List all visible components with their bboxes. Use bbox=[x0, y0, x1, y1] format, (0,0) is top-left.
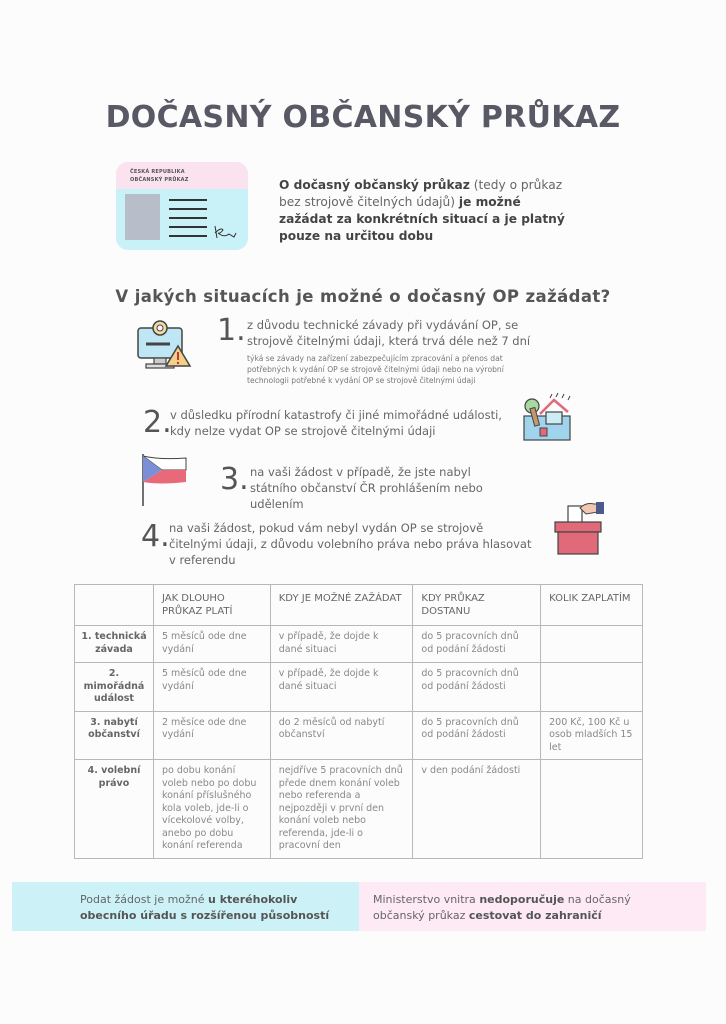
table-cell: do 2 měsíců od nabytí občanství bbox=[270, 711, 413, 760]
footer-left-text: Podat žádost je možné bbox=[80, 893, 209, 906]
footer-right-bold: nedoporučuje bbox=[479, 893, 565, 906]
table-header: JAK DLOUHO PRŮKAZ PLATÍ bbox=[153, 585, 270, 626]
footer-right-text: Ministerstvo vnitra bbox=[373, 893, 480, 906]
footer-right-bold: cestovat do zahraničí bbox=[468, 909, 602, 922]
table-cell: nejdříve 5 pracovních dnů přede dnem konání voleb nebo referenda a nejpozději v první den konání voleb nebo referenda, jde-li o pracovní den bbox=[270, 760, 413, 859]
intro-normal: (tedy o průkaz bez strojově čitelných údajů) bbox=[279, 178, 563, 209]
intro-bold-1: O dočasný občanský průkaz bbox=[279, 178, 470, 192]
intro-bold-2: je možné zažádat za konkrétních situací a je platný pouze na určitou dobu bbox=[279, 195, 565, 243]
computer-repair-warning-icon bbox=[134, 316, 194, 372]
info-table bbox=[74, 584, 643, 859]
table-cell: 3. nabytí občanství bbox=[75, 711, 154, 760]
footer-travel-warning bbox=[359, 882, 706, 931]
table-cell: po dobu konání voleb nebo po dobu konání příslušného kola voleb, jde-li o vícekolové volby, anebo po dobu konání referenda bbox=[153, 760, 270, 859]
table-cell: do 5 pracovních dnů od podání žádosti bbox=[413, 626, 541, 663]
situation-number: 2. bbox=[143, 405, 172, 440]
table-cell: 5 měsíců ode dne vydání bbox=[153, 626, 270, 663]
czech-flag-icon bbox=[140, 452, 192, 508]
table-cell: 200 Kč, 100 Kč u osob mladších 15 let bbox=[541, 711, 643, 760]
ballot-box-icon bbox=[552, 500, 610, 556]
footer-left-bold: u kteréhokoliv obecního úřadu s rozšířenou působností bbox=[80, 893, 330, 922]
situation-text: z důvodu technické závady při vydávání OP, se strojově čitelnými údaji, která trvá déle než 7 dní bbox=[247, 318, 531, 348]
page-title: DOČASNÝ OBČANSKÝ PRŮKAZ bbox=[105, 100, 621, 135]
situation-text: na vaši žádost, pokud vám nebyl vydán OP se strojově čitelnými údaji, z důvodu volebního práva nebo práva hlasovat v referendu bbox=[169, 521, 532, 567]
table-header bbox=[75, 585, 154, 626]
table-cell: v případě, že dojde k dané situaci bbox=[270, 626, 413, 663]
id-card-header bbox=[116, 162, 248, 189]
id-card-line bbox=[169, 199, 207, 201]
table-cell: do 5 pracovních dnů od podání žádosti bbox=[413, 663, 541, 712]
id-card-line bbox=[169, 226, 207, 228]
id-card-line bbox=[169, 235, 207, 237]
id-card-illustration bbox=[116, 162, 248, 250]
table-cell bbox=[541, 760, 643, 859]
table-header-row bbox=[75, 585, 643, 626]
footer-where-to-apply bbox=[12, 882, 359, 931]
table-cell: 1. technická závada bbox=[75, 626, 154, 663]
table-row bbox=[75, 760, 643, 859]
table-header: KDY PRŮKAZ DOSTANU bbox=[413, 585, 541, 626]
table-cell bbox=[541, 626, 643, 663]
id-card-line bbox=[169, 217, 207, 219]
table-cell: 2 měsíce ode dne vydání bbox=[153, 711, 270, 760]
situation-number: 3. bbox=[220, 462, 249, 497]
id-card-line1: ČESKÁ REPUBLIKA bbox=[130, 169, 185, 175]
flood-disaster-icon bbox=[522, 390, 574, 442]
table-cell: do 5 pracovních dnů od podání žádosti bbox=[413, 711, 541, 760]
id-card-line bbox=[169, 208, 207, 210]
table-cell: 2. mimořádná událost bbox=[75, 663, 154, 712]
table-header: KOLIK ZAPLATÍM bbox=[541, 585, 643, 626]
situations-title: V jakých situacích je možné o dočasný OP zažádat? bbox=[115, 287, 611, 306]
id-card-line2: OBČANSKÝ PRŮKAZ bbox=[130, 177, 189, 183]
footer-right-text: na dočasný občanský průkaz bbox=[373, 893, 631, 922]
table-cell: v den podání žádosti bbox=[413, 760, 541, 859]
situation-text: v důsledku přírodní katastrofy či jiné mimořádné události, kdy nelze vydat OP se strojově čitelnými údaji bbox=[170, 408, 502, 438]
table-cell: v případě, že dojde k dané situaci bbox=[270, 663, 413, 712]
table-row bbox=[75, 663, 643, 712]
table-header: KDY JE MOŽNÉ ZAŽÁDAT bbox=[270, 585, 413, 626]
situation-note: týká se závady na zařízení zabezpečujícím zpracování a přenos dat potřebných k vydání OP se strojově čitelnými údaji nebo na výrobní technologii potřebné k vydání OP se strojově čitelnými údaji bbox=[247, 354, 504, 385]
situation-number: 4. bbox=[141, 519, 170, 554]
signature-icon bbox=[212, 224, 238, 240]
table-cell: 4. volební právo bbox=[75, 760, 154, 859]
intro-text bbox=[279, 177, 569, 245]
situation-text: na vaši žádost v případě, že jste nabyl státního občanství ČR prohlášením nebo udělením bbox=[250, 465, 483, 511]
id-card-photo bbox=[125, 194, 160, 240]
table-row bbox=[75, 626, 643, 663]
table-cell: 5 měsíců ode dne vydání bbox=[153, 663, 270, 712]
situation-number: 1. bbox=[217, 313, 246, 348]
table-row bbox=[75, 711, 643, 760]
table-cell bbox=[541, 663, 643, 712]
